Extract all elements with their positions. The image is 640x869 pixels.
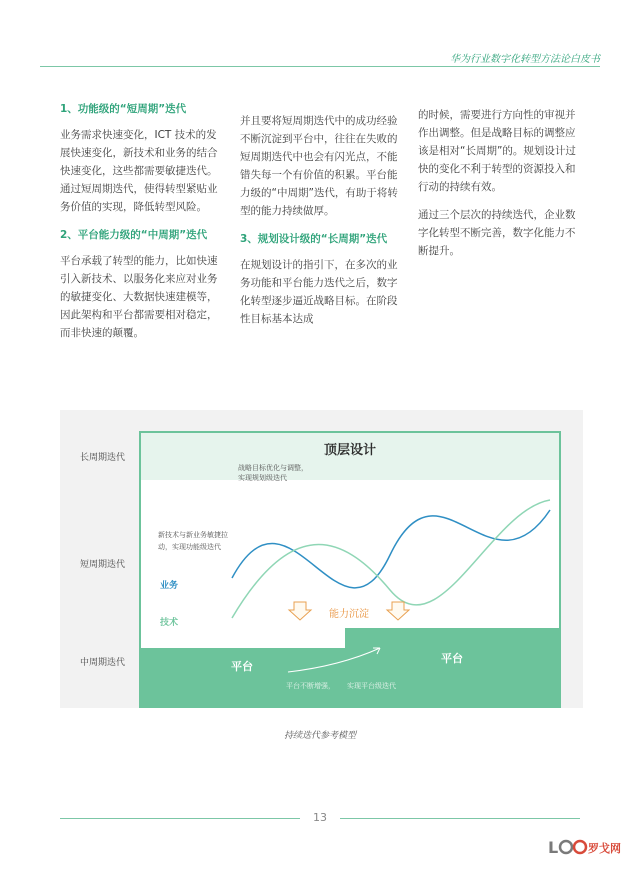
platform-block-left: [140, 648, 345, 708]
header-rule: [40, 66, 600, 67]
top-design-note-2: 实现规划级迭代: [238, 474, 287, 482]
platform-label-left: 平台: [231, 660, 253, 673]
paragraph: 通过三个层次的持续迭代，企业数字化转型不断完善，数字化能力不断提升。: [418, 209, 576, 257]
section-heading-2: 2、平台能力级的“中周期”迭代: [60, 229, 208, 241]
paragraph: 的时候，需要进行方向性的审视并作出调整。但是战略目标的调整应该是相对“长周期”的。规划设计过快的变化不利于转型的资源投入和行动的持续有效。: [418, 109, 576, 193]
paragraph: 并且要将短周期迭代中的成功经验不断沉淀到平台中，往往在失败的短周期迭代中也会有闪光点，不能错失每一个有价值的积累。平台能力级的“中周期”迭代，有助于将转型的能力持续做厚。: [240, 115, 398, 217]
label-short-cycle: 短周期迭代: [80, 560, 126, 570]
sediment-label: 能力沉淀: [329, 609, 369, 620]
platform-note-2: 实现平台级迭代: [347, 682, 396, 690]
logo-mark: [548, 835, 628, 859]
paragraph: 平台承载了转型的能力，比如快速引入新技术、以服务化来应对业务的敏捷变化、大数据快速建模等，因此架构和平台都需要相对稳定，而非快速的颠覆。: [60, 255, 218, 339]
iteration-model-figure: [60, 410, 583, 708]
label-mid-cycle: 中周期迭代: [80, 658, 126, 668]
label-long-cycle: 长周期迭代: [80, 453, 126, 463]
technology-label: 技术: [160, 618, 179, 628]
footer-rule-left: [60, 818, 300, 819]
platform-note-1: 平台不断增强，: [286, 682, 335, 690]
business-label: 业务: [160, 581, 179, 591]
svg-text:L: L: [548, 838, 559, 857]
text-column-1: [60, 96, 226, 352]
platform-block-right: [345, 628, 560, 708]
page-number: 13: [313, 811, 327, 824]
top-design-title: 顶层设计: [323, 443, 377, 458]
document-title: 华为行业数字化转型方法论白皮书: [450, 54, 600, 65]
short-cycle-note-1: 新技术与新业务敏捷拉: [158, 531, 228, 539]
text-column-2: [240, 112, 405, 338]
figure-svg: [60, 410, 583, 708]
short-cycle-note-2: 动，实现功能级迭代: [158, 543, 221, 551]
platform-label-right: 平台: [441, 652, 463, 665]
text-column-3: [418, 106, 584, 270]
top-design-note-1: 战略目标优化与调整，: [238, 464, 308, 472]
paragraph: 在规划设计的指引下，在多次的业务功能和平台能力迭代之后，数字化转型逐步逼近战略目标。在阶段性目标基本达成: [240, 259, 398, 325]
watermark-logo: [548, 835, 628, 859]
section-heading-3: 3、规划设计级的“长周期”迭代: [240, 233, 388, 245]
footer-rule-right: [340, 818, 580, 819]
figure-caption: 持续迭代参考模型: [283, 731, 356, 741]
section-heading-1: 1、功能级的“短周期”迭代: [60, 103, 187, 115]
page-header: [0, 50, 640, 64]
paragraph: 业务需求快速变化，ICT 技术的发展快速变化，新技术和业务的结合快速变化，这些都需要敏捷迭代。通过短周期迭代，使得转型紧贴业务价值的实现，降低转型风险。: [60, 129, 218, 213]
svg-text:罗戈网: 罗戈网: [588, 842, 621, 855]
